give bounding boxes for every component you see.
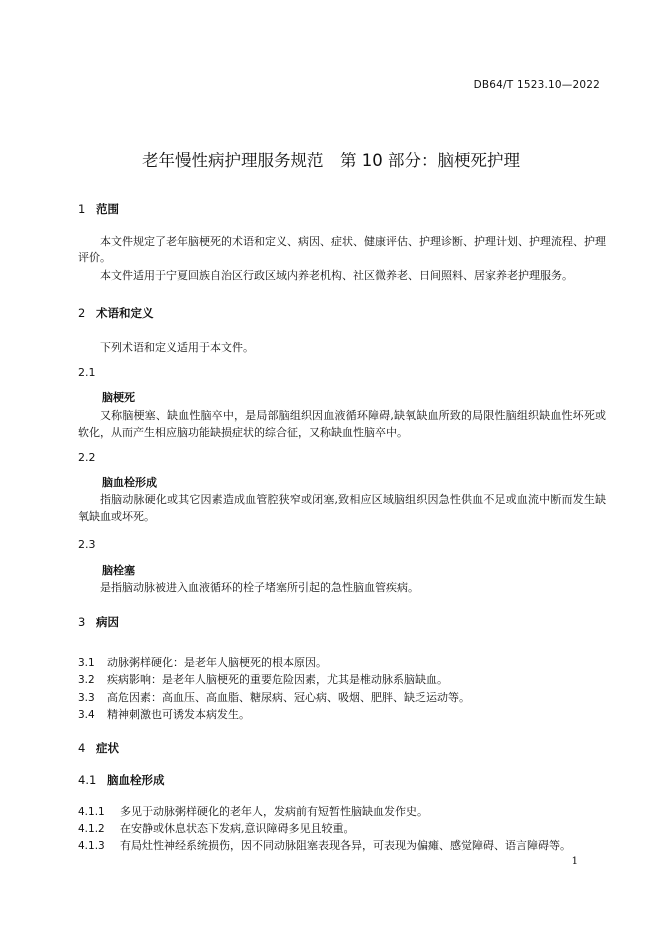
subsection-title: 脑血栓形成 — [107, 773, 165, 787]
term-name: 脑血栓形成 — [102, 476, 157, 489]
section-1-heading — [78, 201, 119, 217]
subsection-number: 4.1 — [78, 773, 97, 787]
item-number: 3.4 — [78, 709, 95, 721]
section-number: 3 — [78, 615, 86, 629]
section-title: 症状 — [96, 741, 119, 755]
item-number: 4.1.3 — [78, 840, 105, 852]
item-number: 4.1.1 — [78, 806, 105, 818]
item-number: 3.1 — [78, 657, 95, 669]
list-item — [78, 703, 250, 722]
clause-number: 2.3 — [78, 538, 96, 551]
item-text: 精神刺激也可诱发本病发生。 — [107, 708, 250, 721]
item-text: 有局灶性神经系统损伤，因不同动脉阻塞表现各异，可表现为偏瘫、感觉障碍、语言障碍等。 — [120, 839, 571, 852]
item-text: 在安静或休息状态下发病,意识障碍多见且较重。 — [120, 822, 355, 835]
scope-paragraph-1: 本文件规定了老年脑梗死的术语和定义、病因、症状、健康评估、护理诊断、护理计划、护理流程、护理评价。 — [78, 235, 606, 264]
standard-code: DB64/T 1523.10—2022 — [473, 79, 600, 91]
list-item — [78, 834, 571, 853]
item-text: 疾病影响：是老年人脑梗死的重要危险因素，尤其是椎动脉系脑缺血。 — [107, 673, 448, 686]
item-text: 多见于动脉粥样硬化的老年人，发病前有短暂性脑缺血发作史。 — [120, 805, 428, 818]
terms-intro: 下列术语和定义适用于本文件。 — [100, 341, 254, 354]
term-name: 脑栓塞 — [102, 564, 135, 577]
clause-number: 2.1 — [78, 366, 96, 379]
section-title: 范围 — [96, 202, 119, 216]
scope-paragraph-2: 本文件适用于宁夏回族自治区行政区域内养老机构、社区微养老、日间照料、居家养老护理服务。 — [100, 269, 573, 282]
section-2-heading — [78, 305, 154, 321]
section-title: 病因 — [96, 615, 119, 629]
section-number: 1 — [78, 202, 86, 216]
item-number: 3.2 — [78, 674, 95, 686]
term-name: 脑梗死 — [102, 391, 135, 404]
item-number: 4.1.2 — [78, 823, 105, 835]
document-title: 老年慢性病护理服务规范 第 10 部分：脑梗死护理 — [142, 151, 520, 170]
subsection-4-1-heading — [78, 772, 165, 788]
section-3-heading — [78, 614, 119, 630]
section-number: 4 — [78, 741, 86, 755]
section-4-heading — [78, 740, 119, 756]
section-title: 术语和定义 — [96, 306, 154, 320]
item-number: 3.3 — [78, 692, 95, 704]
section-number: 2 — [78, 306, 86, 320]
term-definition: 指脑动脉硬化或其它因素造成血管腔狭窄或闭塞,致相应区域脑组织因急性供血不足或血流中断而发生缺氧缺血或坏死。 — [78, 493, 606, 523]
term-definition: 又称脑梗塞、缺血性脑卒中，是局部脑组织因血液循环障碍,缺氧缺血所致的局限性脑组织缺血性坏死或软化，从而产生相应脑功能缺损症状的综合征，又称缺血性脑卒中。 — [78, 409, 606, 439]
term-definition: 是指脑动脉被进入血液循环的栓子堵塞所引起的急性脑血管疾病。 — [100, 581, 419, 594]
clause-number: 2.2 — [78, 451, 96, 464]
list-item — [78, 668, 448, 687]
item-text: 动脉粥样硬化：是老年人脑梗死的根本原因。 — [107, 656, 327, 669]
item-text: 高危因素：高血压、高血脂、糖尿病、冠心病、吸烟、肥胖、缺乏运动等。 — [107, 691, 470, 704]
page-number: 1 — [571, 856, 578, 867]
